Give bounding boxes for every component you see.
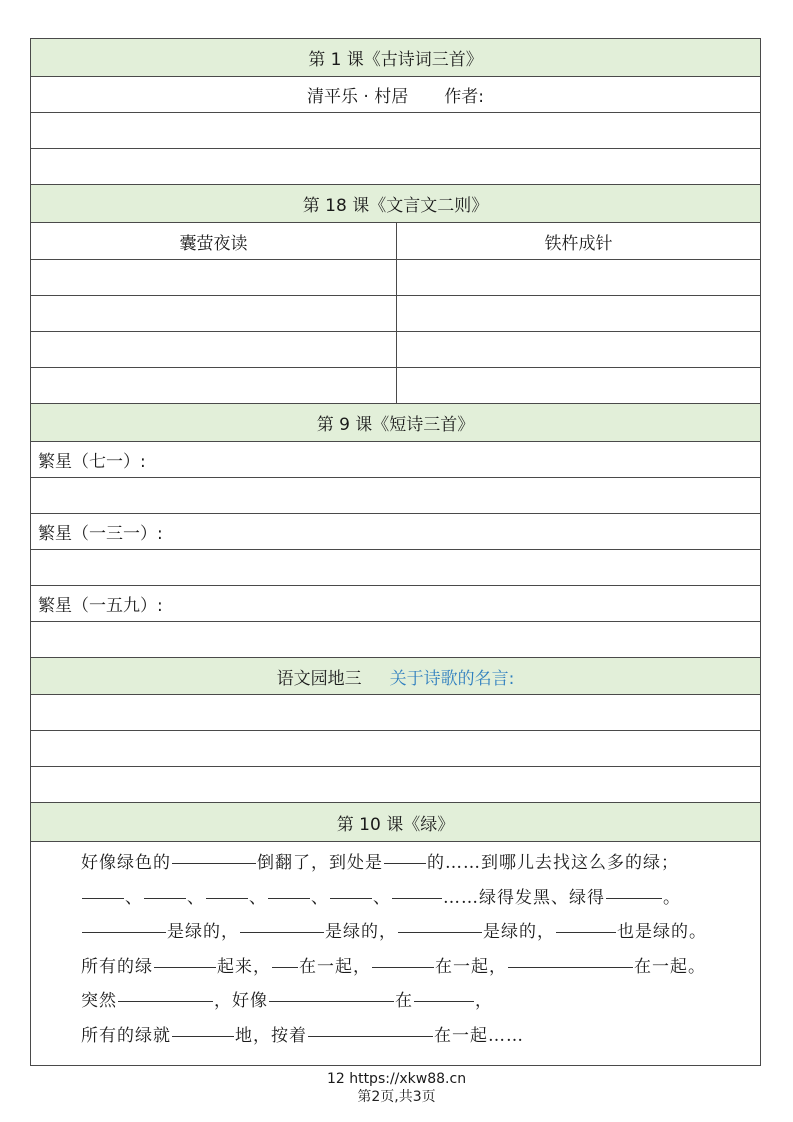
passage-text: 所有的绿就: [81, 1025, 171, 1046]
passage-text: 所有的绿: [81, 956, 153, 977]
fill-in-blank[interactable]: [392, 897, 442, 899]
author-label: 作者:: [444, 87, 484, 107]
section-title: 语文园地三: [276, 668, 362, 689]
fill-in-blank[interactable]: [606, 897, 662, 899]
fill-in-blank[interactable]: [372, 966, 434, 968]
passage-text: 的……到哪儿去找这么多的绿；: [427, 853, 679, 873]
passage-line: [81, 881, 750, 916]
passage-text: 也是绿的。: [617, 922, 707, 942]
passage-text: 是绿的，: [167, 922, 239, 942]
item-label: 繁星（一三一）:: [38, 524, 163, 544]
item-label: 繁星（一五九）:: [38, 596, 163, 616]
column-header-left: 囊萤夜读: [31, 223, 397, 259]
answer-cell-left[interactable]: [31, 332, 397, 367]
answer-row[interactable]: [31, 149, 760, 185]
answer-row[interactable]: [31, 550, 760, 586]
fill-in-blank[interactable]: [144, 897, 186, 899]
answer-cell-right[interactable]: [397, 260, 760, 295]
fill-in-blank[interactable]: [556, 931, 616, 933]
section-header-yuwen-yuandi: [31, 658, 760, 695]
fill-in-blank[interactable]: [308, 1035, 433, 1037]
answer-cell-left[interactable]: [31, 296, 397, 331]
answer-row[interactable]: [31, 622, 760, 658]
answer-row[interactable]: [31, 113, 760, 149]
item-label-row: [31, 514, 760, 550]
passage-line: [81, 1019, 750, 1054]
passage-text: 突然: [81, 991, 117, 1011]
fill-in-blank[interactable]: [414, 1000, 474, 1002]
answer-row[interactable]: [31, 731, 760, 767]
section-header-lesson-1: [31, 39, 760, 77]
answer-cell-right[interactable]: [397, 368, 760, 403]
passage-text: 好像绿色的: [81, 853, 171, 873]
passage-text: 。: [663, 887, 681, 908]
passage-text: 在一起，: [435, 956, 507, 977]
answer-cell-right[interactable]: [397, 296, 760, 331]
fill-in-blank[interactable]: [154, 966, 216, 968]
passage-text: 、: [249, 887, 267, 908]
fill-in-blank-passage: [31, 842, 760, 1065]
fill-in-blank[interactable]: [330, 897, 372, 899]
item-label: 繁星（七一）:: [38, 452, 146, 472]
poem-subtitle-row: [31, 77, 760, 113]
fill-in-blank[interactable]: [118, 1000, 213, 1002]
item-label-row: [31, 442, 760, 478]
fill-in-blank[interactable]: [272, 966, 298, 968]
answer-cell-left[interactable]: [31, 260, 397, 295]
passage-text: 起来，: [217, 956, 271, 977]
worksheet-table: [30, 38, 761, 1066]
section-title: 第 18 课《文言文二则》: [302, 196, 489, 216]
fill-in-blank[interactable]: [398, 931, 482, 933]
column-headers: [31, 223, 760, 260]
answer-cell-right[interactable]: [397, 332, 760, 367]
fill-in-blank[interactable]: [240, 931, 324, 933]
answer-row[interactable]: [31, 478, 760, 514]
footer-url: 12 https://xkw88.cn: [326, 1071, 467, 1087]
section-header-lesson-9: [31, 404, 760, 442]
fill-in-blank[interactable]: [82, 897, 124, 899]
passage-text: 在: [395, 991, 413, 1011]
fill-in-blank[interactable]: [268, 897, 310, 899]
passage-text: 地，按着: [235, 1025, 307, 1046]
passage-text: 在一起，: [299, 956, 371, 977]
answer-row[interactable]: [31, 767, 760, 803]
fill-in-blank[interactable]: [508, 966, 633, 968]
column-header-right: 铁杵成针: [544, 233, 613, 254]
fill-in-blank[interactable]: [172, 862, 256, 864]
passage-text: ，: [475, 991, 493, 1011]
fill-in-blank[interactable]: [82, 931, 166, 933]
passage-text: ，好像: [214, 991, 268, 1011]
fill-in-blank[interactable]: [269, 1000, 394, 1002]
section-header-lesson-18: [31, 185, 760, 223]
passage-text: 在一起……: [434, 1025, 524, 1046]
answer-row: [31, 368, 760, 404]
section-header-lesson-10: [31, 803, 760, 842]
passage-text: 倒翻了，到处是: [257, 853, 383, 873]
answer-row: [31, 296, 760, 332]
section-title: 第 1 课《古诗词三首》: [308, 50, 483, 70]
answer-row: [31, 260, 760, 296]
answer-cell-left[interactable]: [31, 368, 397, 403]
passage-text: 、: [187, 887, 205, 908]
passage-text: 在一起。: [634, 956, 706, 977]
fill-in-blank[interactable]: [206, 897, 248, 899]
passage-text: 、: [373, 887, 391, 908]
section-title: 第 9 课《短诗三首》: [316, 415, 475, 435]
section-title: 第 10 课《绿》: [336, 814, 455, 835]
poem-title: 清平乐 · 村居: [307, 87, 409, 107]
passage-line: [81, 950, 750, 985]
passage-text: 、: [311, 887, 329, 908]
answer-row: [31, 332, 760, 368]
fill-in-blank[interactable]: [384, 862, 426, 864]
passage-line: [81, 846, 750, 881]
passage-text: ……绿得发黑、绿得: [443, 887, 605, 908]
passage-text: 是绿的，: [325, 922, 397, 942]
section-title-extra: 关于诗歌的名言:: [389, 668, 515, 689]
fill-in-blank[interactable]: [172, 1035, 234, 1037]
passage-line: [81, 915, 750, 950]
item-label-row: [31, 586, 760, 622]
passage-lines: [81, 846, 750, 1053]
passage-text: 、: [125, 887, 143, 908]
answer-row[interactable]: [31, 695, 760, 731]
passage-text: 是绿的，: [483, 922, 555, 942]
passage-line: [81, 984, 750, 1019]
footer-page-number: 第2页,共3页: [357, 1089, 436, 1105]
